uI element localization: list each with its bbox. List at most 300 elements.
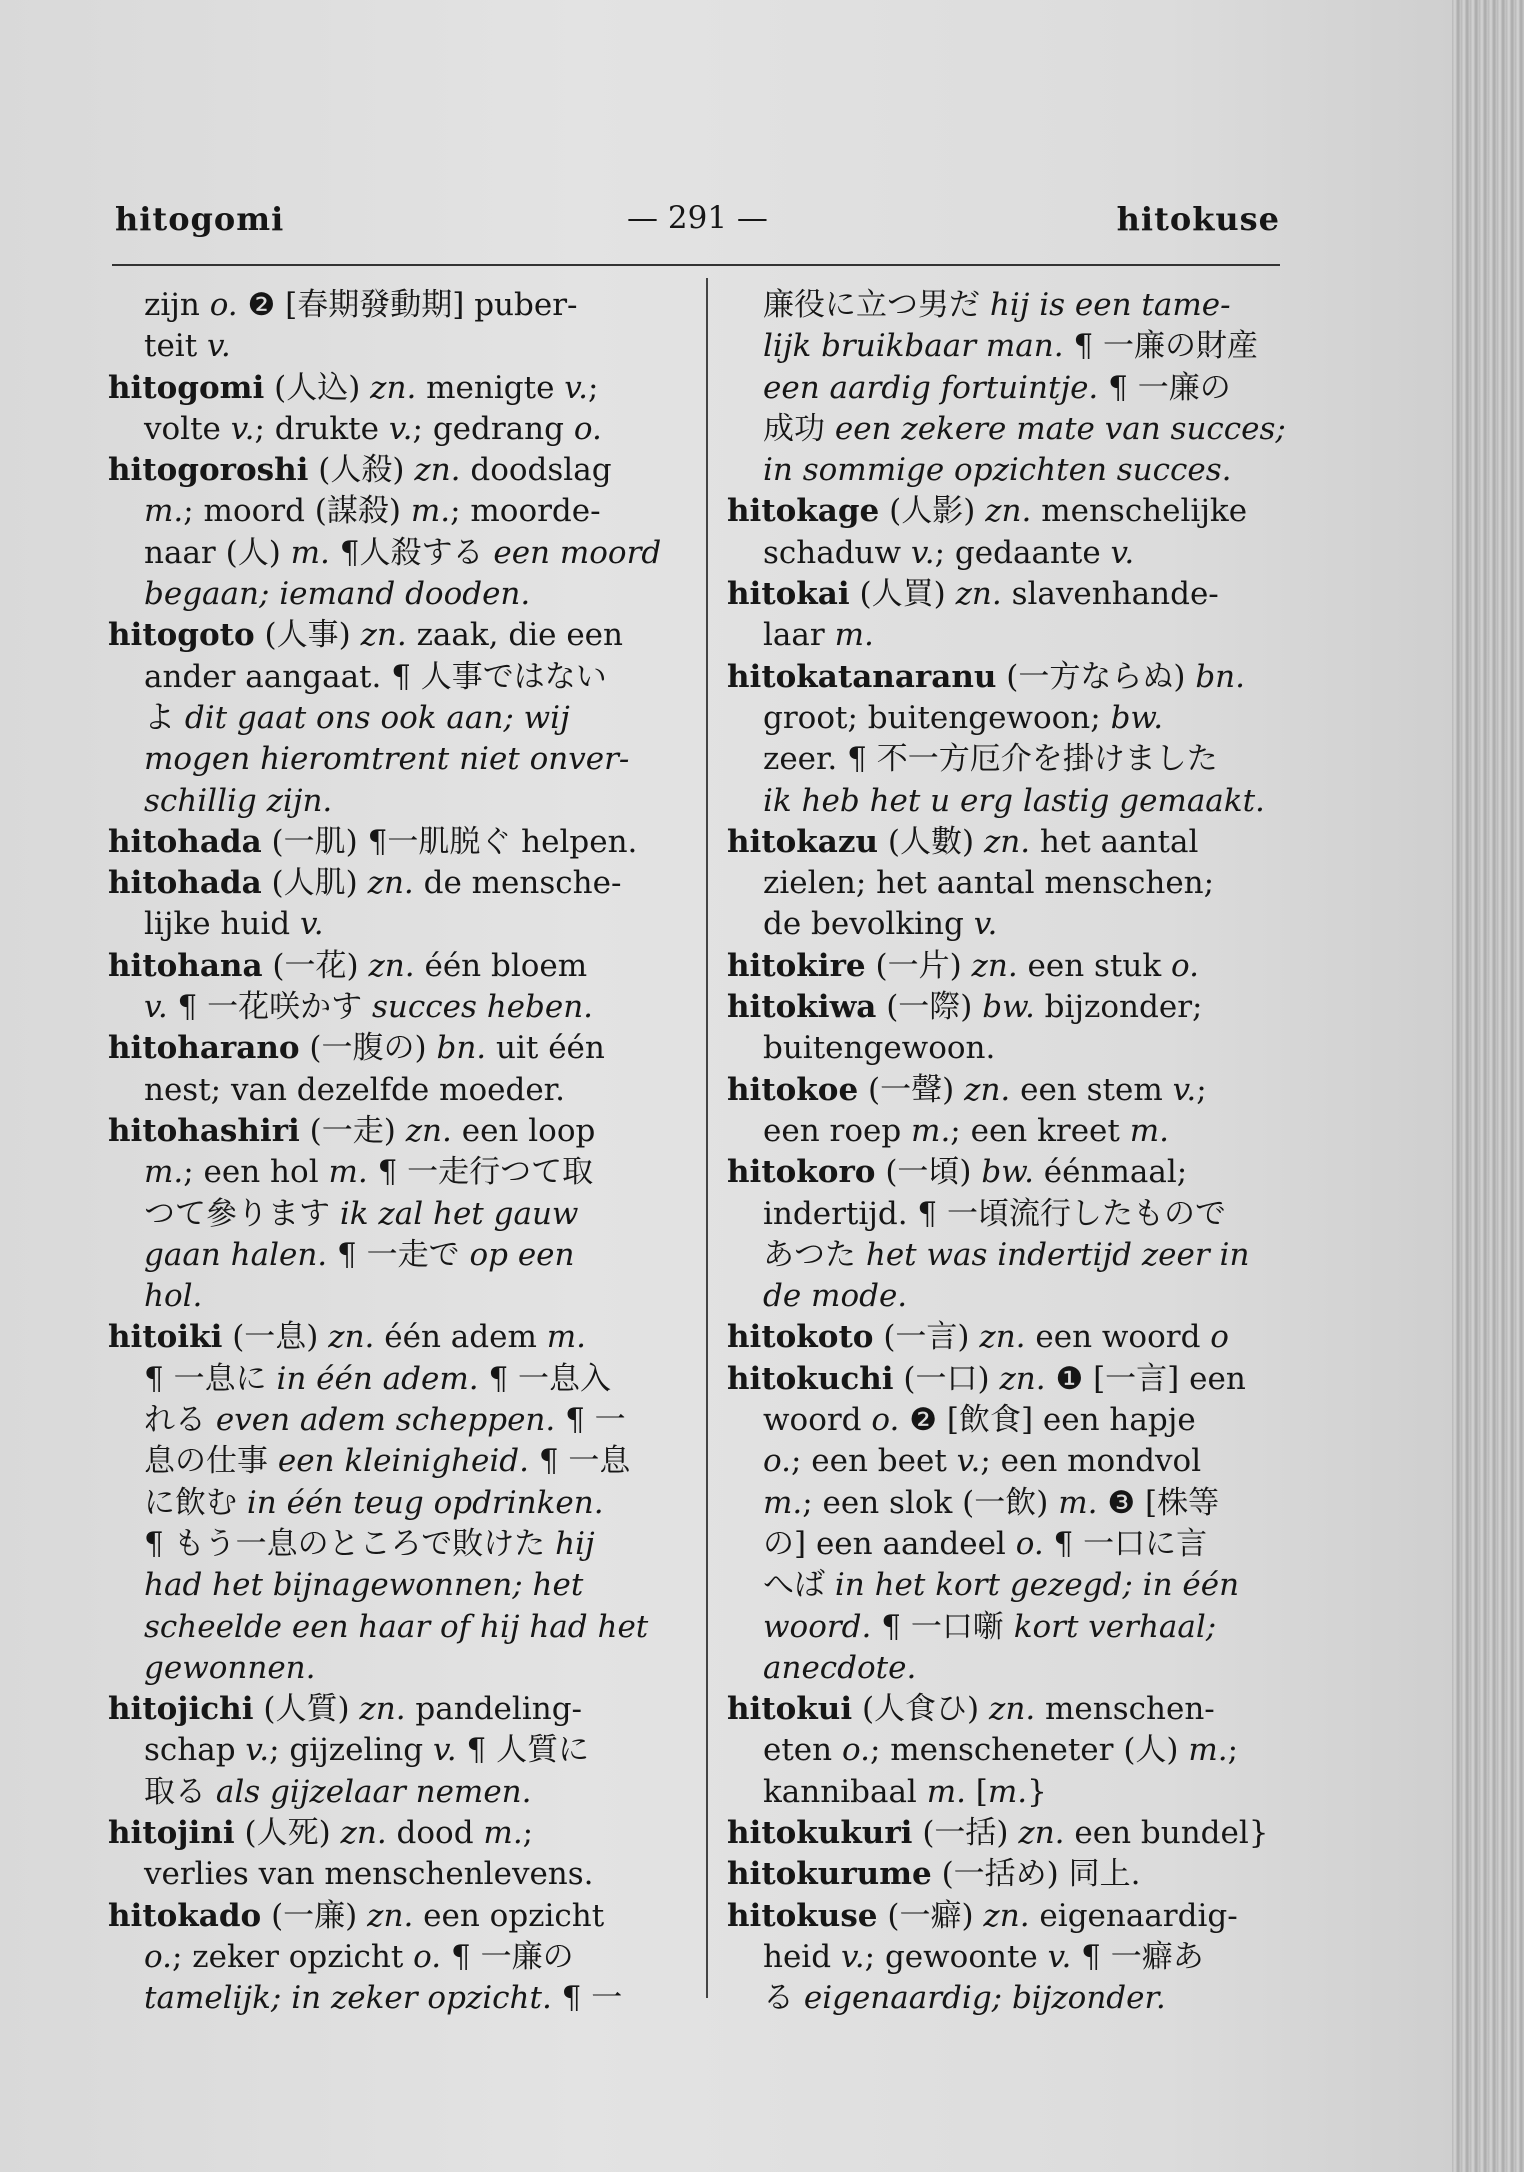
entry-text: (人影) — [879, 493, 986, 530]
page-number: — 291 — — [627, 200, 768, 236]
entry-line — [727, 1813, 1312, 1854]
entry-text: ; — [1227, 1732, 1239, 1769]
entry-line — [727, 1937, 1312, 1978]
italic-text: v. — [910, 534, 935, 571]
entry-text: ; — [1196, 1071, 1207, 1108]
italic-text: m. — [1058, 1484, 1098, 1521]
entry-text: つて參ります — [144, 1195, 340, 1232]
headword: hitohada — [108, 865, 262, 902]
italic-text: de mode. — [763, 1278, 908, 1315]
italic-text: zn. — [1018, 1814, 1065, 1851]
italic-text: een aardig fortuintje. — [763, 369, 1099, 406]
italic-text: zn. — [955, 576, 1002, 613]
italic-text: o. — [1171, 947, 1200, 984]
entry-text: ¶ 一廉の — [441, 1938, 574, 1975]
italic-text: zn. — [367, 865, 414, 902]
italic-text: o. — [841, 1732, 870, 1769]
headword: hitokiwa — [727, 989, 877, 1026]
entry-text: (人殺) — [308, 452, 415, 489]
headword: hitokoto — [727, 1319, 874, 1356]
entry-line — [108, 1607, 693, 1648]
entry-line — [108, 615, 693, 656]
entry-text: schaduw — [763, 534, 911, 571]
entry-line — [727, 1896, 1312, 1937]
entry-text: へば — [763, 1567, 835, 1604]
entry-text: doodslag — [460, 452, 612, 489]
entry-line — [108, 1565, 693, 1606]
entry-line — [108, 1276, 693, 1317]
entry-line — [727, 904, 1312, 945]
italic-text: v. — [973, 906, 998, 943]
entry-text: volte — [144, 410, 231, 447]
entry-line — [727, 533, 1312, 574]
entry-line — [727, 1565, 1312, 1606]
italic-text: zn. — [999, 1360, 1046, 1397]
entry-line — [108, 1813, 693, 1854]
entry-text: (一口) — [893, 1360, 1000, 1397]
entry-text: ¶ 一 — [555, 1402, 626, 1439]
entry-line — [108, 1235, 693, 1276]
entry-line — [108, 1359, 693, 1400]
headword: hitokoe — [727, 1071, 859, 1108]
italic-text: zn. — [328, 1319, 375, 1356]
italic-text: zn. — [414, 452, 461, 489]
entry-text: (人食ひ) — [852, 1691, 990, 1728]
headword: hitogoto — [108, 617, 255, 654]
entry-text: ; — [522, 1814, 534, 1851]
italic-text: tamelijk; in zeker opzicht. — [144, 1980, 552, 2017]
italic-text: zn. — [979, 1319, 1026, 1356]
italic-text: in sommige opzichten succes. — [763, 452, 1232, 489]
italic-text: o. — [144, 1938, 172, 1975]
entry-line — [108, 1152, 693, 1193]
entry-line — [727, 1607, 1312, 1648]
entry-text: あつた — [763, 1236, 866, 1273]
italic-text: eigenaardig; bijzonder. — [803, 1980, 1166, 2017]
entry-line — [108, 1194, 693, 1235]
entry-text: (人死) — [234, 1814, 341, 1851]
italic-text: gewonnen. — [144, 1649, 316, 1686]
entry-line — [108, 1937, 693, 1978]
entry-text: 成功 — [763, 410, 835, 447]
entry-text: laar — [763, 617, 835, 654]
entry-text: れる — [144, 1402, 216, 1439]
entry-line — [108, 491, 693, 532]
running-header — [115, 200, 1280, 250]
entry-line — [727, 1648, 1312, 1689]
italic-text: woord. — [763, 1608, 872, 1645]
entry-line — [727, 450, 1312, 491]
italic-text: kort verhaal; — [1013, 1608, 1217, 1645]
entry-text: (一括め) 同上. — [931, 1856, 1141, 1893]
entry-text: ; — [588, 369, 599, 406]
entry-text: (一花) — [262, 947, 369, 984]
entry-text: (一走) — [299, 1112, 406, 1149]
italic-text: bn. — [1195, 658, 1245, 695]
headword: hitokuse — [727, 1897, 878, 1934]
entry-line — [727, 1483, 1312, 1524]
italic-text: zn. — [983, 1897, 1030, 1934]
entry-line — [727, 822, 1312, 863]
italic-text: zn. — [368, 947, 415, 984]
entry-text: る — [763, 1980, 804, 2017]
entry-text: 廉役に立つ男だ — [763, 287, 990, 323]
italic-text: bw. — [981, 1154, 1034, 1191]
entry-text: ¶ 一息 — [528, 1443, 631, 1480]
entry-text: een stuk — [1017, 947, 1172, 984]
entry-line — [727, 863, 1312, 904]
italic-text: m. — [911, 1112, 951, 1149]
entry-text: naar (人) — [144, 534, 291, 571]
entry-text: ; een kreet — [950, 1112, 1130, 1149]
italic-text: zn. — [359, 1691, 406, 1728]
headword: hitokire — [727, 947, 866, 984]
entry-text: (一言) — [873, 1319, 980, 1356]
entry-text: (一片) — [865, 947, 972, 984]
entry-text: woord — [763, 1402, 872, 1439]
entry-line — [108, 1978, 693, 2019]
right-guide-word: hitokuse — [1116, 200, 1280, 238]
entry-text: het aantal — [1030, 823, 1199, 860]
entry-text: zielen; het aantal menschen; — [763, 865, 1215, 902]
italic-text: bw. — [1110, 699, 1164, 736]
entry-text: (一廉) — [261, 1897, 368, 1934]
entry-line — [727, 1194, 1312, 1235]
italic-text: succes heben. — [372, 989, 594, 1026]
italic-text: zn. — [405, 1112, 452, 1149]
headword: hitokukuri — [727, 1814, 913, 1851]
entry-text: ; moorde- — [450, 493, 601, 530]
entry-text: ; een beet — [790, 1443, 957, 1480]
entry-text: pandeling- — [405, 1691, 583, 1728]
entry-line — [108, 285, 693, 326]
italic-text: zn. — [964, 1071, 1011, 1108]
italic-text: zn. — [985, 493, 1032, 530]
entry-text: } — [1027, 1773, 1047, 1810]
entry-text: [ — [965, 1773, 988, 1810]
entry-text: kannibaal — [763, 1773, 927, 1810]
entry-text: een opzicht — [413, 1897, 605, 1934]
headword: hitokatanaranu — [727, 658, 997, 695]
italic-text: m. — [144, 1154, 184, 1191]
headword: hitohashiri — [108, 1112, 300, 1149]
entry-line — [727, 1359, 1312, 1400]
entry-text: ¶ 一走行つて取 — [367, 1154, 594, 1191]
entry-text: een stem — [1010, 1071, 1173, 1108]
entry-line — [108, 326, 693, 367]
entry-text: de bevolking — [763, 906, 974, 943]
headword: hitokado — [108, 1897, 262, 1934]
entry-line — [727, 1978, 1312, 2019]
entry-text: ¶ 一癖あ — [1071, 1938, 1204, 1975]
entry-text: ❶ [一言] een — [1045, 1360, 1246, 1397]
italic-text: een kleinigheid. — [277, 1443, 529, 1480]
entry-text: の] een aandeel — [763, 1525, 1016, 1562]
entry-text: ¶ 一息入 — [478, 1360, 612, 1397]
entry-text: ¶ もう一息のところで敗けた — [144, 1525, 556, 1562]
entry-text: nest; van dezelfde moeder. — [144, 1071, 565, 1108]
entry-text: heid — [763, 1938, 841, 1975]
italic-text: o. — [573, 410, 602, 447]
headword: hitoiki — [108, 1319, 223, 1356]
entry-text: schap — [144, 1732, 246, 1769]
italic-text: v. — [432, 1732, 457, 1769]
italic-text: zn. — [971, 947, 1018, 984]
entry-line — [108, 1400, 693, 1441]
headword: hitohana — [108, 947, 263, 984]
headword: hitogomi — [108, 369, 265, 406]
entry-text: ¶ 一 — [551, 1980, 623, 2017]
italic-text: mogen hieromtrent niet onver- — [144, 741, 630, 778]
entry-text: ; zeker opzicht — [171, 1938, 414, 1975]
entry-line — [108, 657, 693, 698]
entry-line — [727, 1854, 1312, 1895]
entry-text: ¶人殺する — [329, 534, 494, 571]
italic-text: m. — [834, 617, 874, 654]
italic-text: v. — [1110, 534, 1135, 571]
entry-text: eten — [763, 1732, 842, 1769]
entry-text: éénmaal; — [1033, 1154, 1188, 1191]
headword: hitoharano — [108, 1030, 300, 1067]
entry-text: 取る — [144, 1773, 216, 1810]
entry-text: ¶ 一廉の財産 — [1063, 328, 1259, 365]
column-divider — [706, 278, 708, 1998]
italic-text: v. — [840, 1938, 865, 1975]
right-column — [727, 285, 1312, 2019]
entry-line — [108, 1689, 693, 1730]
entry-text: ; moord (謀殺) — [183, 493, 411, 530]
entry-line — [727, 1400, 1312, 1441]
entry-text: een loop — [451, 1112, 596, 1149]
entry-line — [727, 1276, 1312, 1317]
italic-text: o. — [871, 1402, 900, 1439]
italic-text: o. — [763, 1443, 791, 1480]
headword: hitojini — [108, 1814, 235, 1851]
italic-text: een moord — [493, 534, 662, 571]
header-rule — [112, 264, 1280, 266]
italic-text: m. — [483, 1814, 523, 1851]
italic-text: zn. — [340, 1814, 387, 1851]
entry-text: bijzonder; — [1034, 989, 1203, 1026]
entry-line — [108, 739, 693, 780]
left-column — [108, 285, 693, 2019]
italic-text: bn. — [436, 1030, 487, 1067]
italic-text: zn. — [989, 1691, 1036, 1728]
entry-line — [108, 1441, 693, 1482]
entry-text: (一腹の) — [299, 1030, 437, 1067]
headword: hitogoroshi — [108, 452, 309, 489]
italic-text: anecdote. — [763, 1649, 917, 1686]
entry-text: ❸ [株等 — [1097, 1484, 1220, 1521]
entry-text: eigenaardig- — [1029, 1897, 1238, 1934]
entry-text: ; een mondvol — [980, 1443, 1202, 1480]
italic-text: v. — [144, 989, 168, 1026]
entry-line — [727, 1730, 1312, 1771]
italic-text: in één teug opdrinken. — [246, 1484, 604, 1521]
headword: hitokoro — [727, 1154, 876, 1191]
page-stack-edge — [1452, 0, 1524, 2172]
italic-text: op een — [469, 1236, 575, 1273]
italic-text: ik heb het u erg lastig gemaakt. — [763, 782, 1265, 819]
italic-text: m. — [328, 1154, 368, 1191]
entry-text: ander aangaat. ¶ 人事ではない — [144, 658, 607, 695]
entry-text: menigte — [416, 369, 565, 406]
entry-text: に飲む — [144, 1484, 247, 1521]
italic-text: hij — [555, 1525, 595, 1562]
entry-text: (人買) — [849, 576, 956, 613]
entry-text: ¶ 人質に — [456, 1732, 590, 1769]
entry-text: ; gedrang — [412, 410, 574, 447]
italic-text: zn. — [370, 369, 417, 406]
entry-line — [727, 698, 1312, 739]
italic-text: had het bijnagewonnen; het — [144, 1567, 584, 1604]
italic-text: m. — [926, 1773, 966, 1810]
headword: hitokuchi — [727, 1360, 894, 1397]
italic-text: m. — [410, 493, 451, 530]
italic-text: v. — [388, 410, 413, 447]
entry-text: een bundel} — [1064, 1814, 1269, 1851]
italic-text: o. — [413, 1938, 442, 1975]
entry-text: verlies van menschenlevens. — [144, 1856, 594, 1893]
entry-text: lijke huid — [144, 906, 300, 943]
entry-line — [108, 1896, 693, 1937]
italic-text: in één adem. — [276, 1360, 479, 1397]
entry-text: ❷ [飲食] een hapje — [899, 1402, 1196, 1439]
entry-text: (人質) — [253, 1691, 360, 1728]
entry-line — [108, 781, 693, 822]
entry-text: (一括) — [912, 1814, 1019, 1851]
italic-text: begaan; iemand dooden. — [144, 576, 531, 613]
entry-line — [108, 987, 693, 1028]
italic-text: dit gaat ons ook aan; wij — [184, 699, 570, 736]
entry-line — [108, 1483, 693, 1524]
italic-text: even adem scheppen. — [215, 1402, 556, 1439]
entry-text: ; gedaante — [934, 534, 1111, 571]
italic-text: m. — [987, 1773, 1028, 1810]
entry-text: (一方ならぬ) — [996, 658, 1196, 695]
entry-text: (人事) — [254, 617, 361, 654]
entry-text: ❷ [春期發動期] puber- — [237, 287, 578, 323]
headword: hitokazu — [727, 823, 879, 860]
italic-text: v. — [1047, 1938, 1072, 1975]
entry-line — [727, 987, 1312, 1028]
entry-line — [727, 326, 1312, 367]
entry-text: één adem — [374, 1319, 547, 1356]
left-guide-word: hitogomi — [115, 200, 285, 238]
entry-text: ¶ 一花咲かす — [167, 989, 372, 1026]
italic-text: o. — [209, 287, 238, 323]
entry-text: een roep — [763, 1112, 912, 1149]
entry-line — [108, 1854, 693, 1895]
entry-text: ; gewoonte — [864, 1938, 1048, 1975]
entry-line — [727, 1772, 1312, 1813]
entry-line — [727, 1070, 1312, 1111]
entry-line — [727, 1111, 1312, 1152]
entry-line — [727, 1441, 1312, 1482]
entry-text: menschelijke — [1031, 493, 1248, 530]
entry-text: ; een slok (一飲) — [802, 1484, 1059, 1521]
headword: hitohada — [108, 823, 262, 860]
entry-line — [108, 904, 693, 945]
italic-text: scheelde een haar of hij had het — [144, 1608, 649, 1645]
entry-line — [727, 368, 1312, 409]
headword: hitokurume — [727, 1856, 932, 1893]
italic-text: m. — [290, 534, 330, 571]
entry-line — [727, 946, 1312, 987]
entry-text: (一息) — [222, 1319, 329, 1356]
entry-text: (一際) — [876, 989, 983, 1026]
entry-text: één bloem — [414, 947, 588, 984]
entry-line — [108, 1524, 693, 1565]
entry-line — [727, 1152, 1312, 1193]
italic-text: hol. — [144, 1278, 203, 1315]
italic-text: lijk bruikbaar man. — [763, 328, 1064, 365]
italic-text: o — [1210, 1319, 1229, 1356]
italic-text: als gijzelaar nemen. — [215, 1773, 532, 1810]
italic-text: v. — [1172, 1071, 1197, 1108]
entry-line — [727, 739, 1312, 780]
italic-text: v. — [299, 906, 324, 943]
entry-line — [108, 1317, 693, 1358]
entry-text: ¶ 一口に言 — [1043, 1525, 1208, 1562]
entry-text: ¶ 一息に — [144, 1360, 277, 1397]
entry-line — [727, 1524, 1312, 1565]
entry-text: 息の仕事 — [144, 1443, 278, 1480]
entry-text: teit — [144, 328, 208, 365]
italic-text: hij is een tame- — [989, 287, 1231, 323]
entry-text: zeer. ¶ 不一方厄介を掛けました — [763, 741, 1218, 778]
entry-line — [727, 1689, 1312, 1730]
italic-text: v. — [564, 369, 588, 406]
entry-line — [727, 1235, 1312, 1276]
headword: hitojichi — [108, 1691, 254, 1728]
entry-text: (一聲) — [858, 1071, 965, 1108]
entry-line — [108, 946, 693, 987]
entry-line — [727, 409, 1312, 450]
entry-text: buitengewoon. — [763, 1030, 996, 1067]
entry-line — [108, 450, 693, 491]
italic-text: zn. — [983, 823, 1031, 860]
italic-text: o. — [1015, 1525, 1044, 1562]
entry-text: (一肌) ¶一肌脱ぐ helpen. — [261, 823, 638, 860]
entry-line — [108, 1648, 693, 1689]
entry-text: ; menscheneter (人) — [869, 1732, 1189, 1769]
entry-text: dood — [386, 1814, 484, 1851]
entry-line — [727, 781, 1312, 822]
entry-line — [108, 863, 693, 904]
italic-text: gaan halen. — [144, 1236, 328, 1273]
entry-text: (人肌) — [261, 865, 368, 902]
entry-line — [727, 1028, 1312, 1069]
entry-text: menschen- — [1035, 1691, 1215, 1728]
entry-line — [108, 1730, 693, 1771]
headword: hitokui — [727, 1691, 853, 1728]
italic-text: m. — [763, 1484, 803, 1521]
entry-text: ¶ 一廉の — [1098, 369, 1231, 406]
italic-text: m. — [1188, 1732, 1228, 1769]
entry-line — [108, 1028, 693, 1069]
italic-text: m. — [1129, 1112, 1169, 1149]
italic-text: het was indertijd zeer in — [865, 1236, 1250, 1273]
entry-text: よ — [144, 699, 185, 736]
entry-line — [727, 615, 1312, 656]
entry-line — [108, 533, 693, 574]
entry-line — [727, 657, 1312, 698]
entry-text: ¶ 一口噺 — [871, 1608, 1014, 1645]
entry-text: ¶ 一走で — [327, 1236, 470, 1273]
entry-text: (人込) — [264, 369, 371, 406]
headword: hitokage — [727, 493, 880, 530]
